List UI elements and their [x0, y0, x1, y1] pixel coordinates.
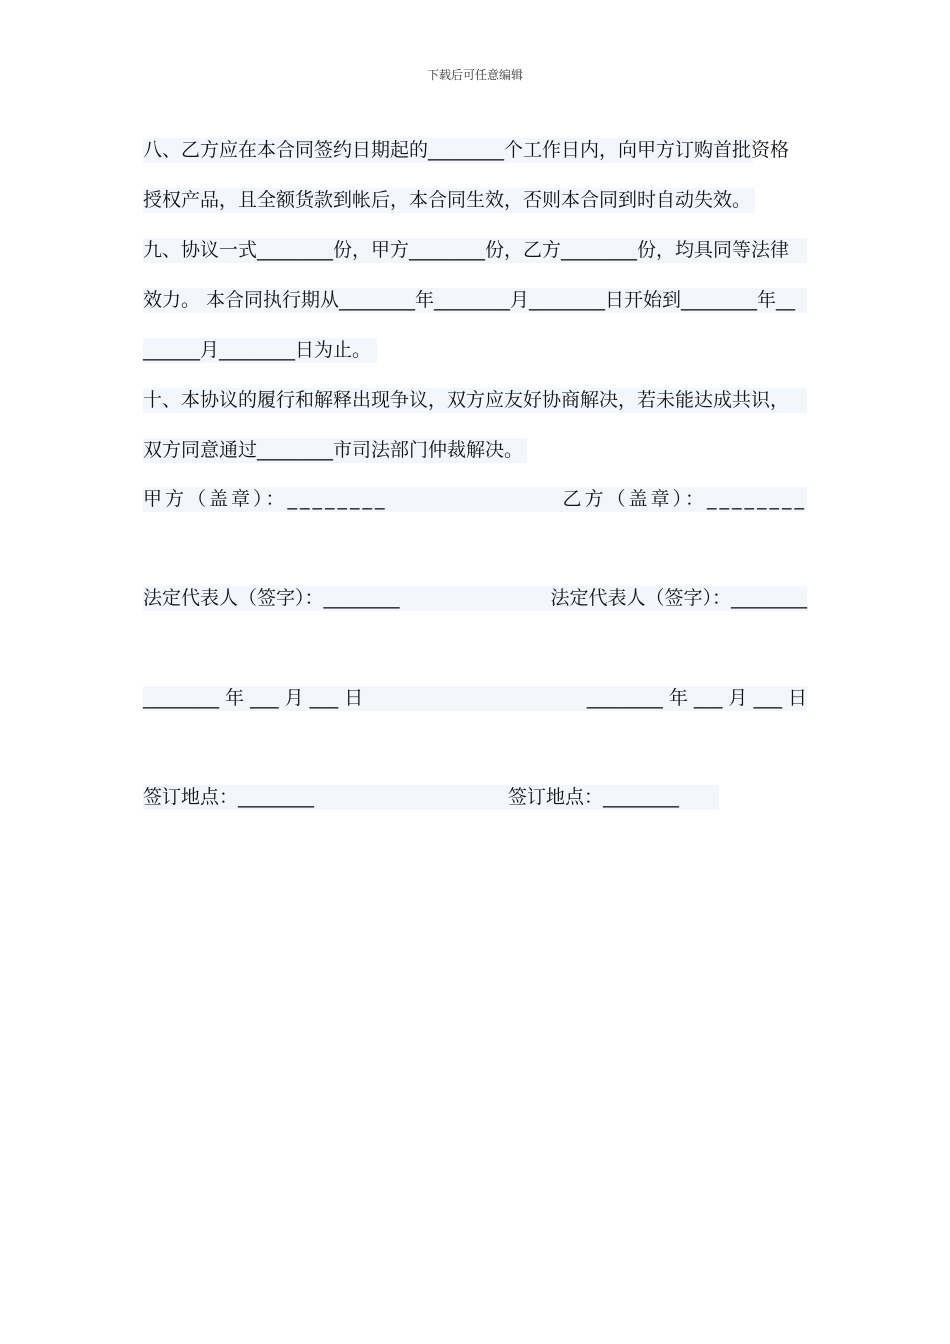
party-a-representative: 法定代表人（签字）：________: [143, 587, 400, 609]
clause-10-line-2: 双方同意通过________市司法部门仲裁解决。: [143, 438, 527, 463]
party-b-date: ________ 年 ___ 月 ___ 日: [586, 687, 807, 709]
place-row: [143, 785, 719, 810]
clause-9-line-3: ______月________日为止。: [143, 338, 377, 363]
clause-8-line-1: 八、乙方应在本合同签约日期起的________个工作日内，向甲方订购首批资格: [143, 139, 790, 161]
clause-9-line-1: 九、协议一式________份，甲方________份，乙方________份，均具同等法律: [143, 238, 807, 263]
representative-row: [143, 586, 807, 611]
party-b-place: 签订地点：________: [508, 786, 680, 808]
clause-10-line-1: 十、本协议的履行和解释出现争议，双方应友好协商解决，若未能达成共识，: [143, 388, 807, 413]
clause-8-line-2: 授权产品，且全额货款到帐后，本合同生效，否则本合同到时自动失效。: [143, 188, 755, 213]
page-header: 下载后可任意编辑: [426, 68, 523, 82]
party-b-seal: 乙方（盖章）：________: [562, 488, 807, 510]
seal-row: [143, 487, 807, 512]
party-a-place: 签订地点：________: [143, 786, 315, 808]
party-a-seal: 甲方（盖章）：________: [143, 488, 388, 510]
party-b-representative: 法定代表人（签字）：________: [550, 587, 807, 609]
clause-9-line-2: 效力。 本合同执行期从________年________月________日开始到________年__: [143, 288, 807, 313]
party-a-date: ________ 年 ___ 月 ___ 日: [143, 687, 364, 709]
date-row: [143, 686, 807, 711]
